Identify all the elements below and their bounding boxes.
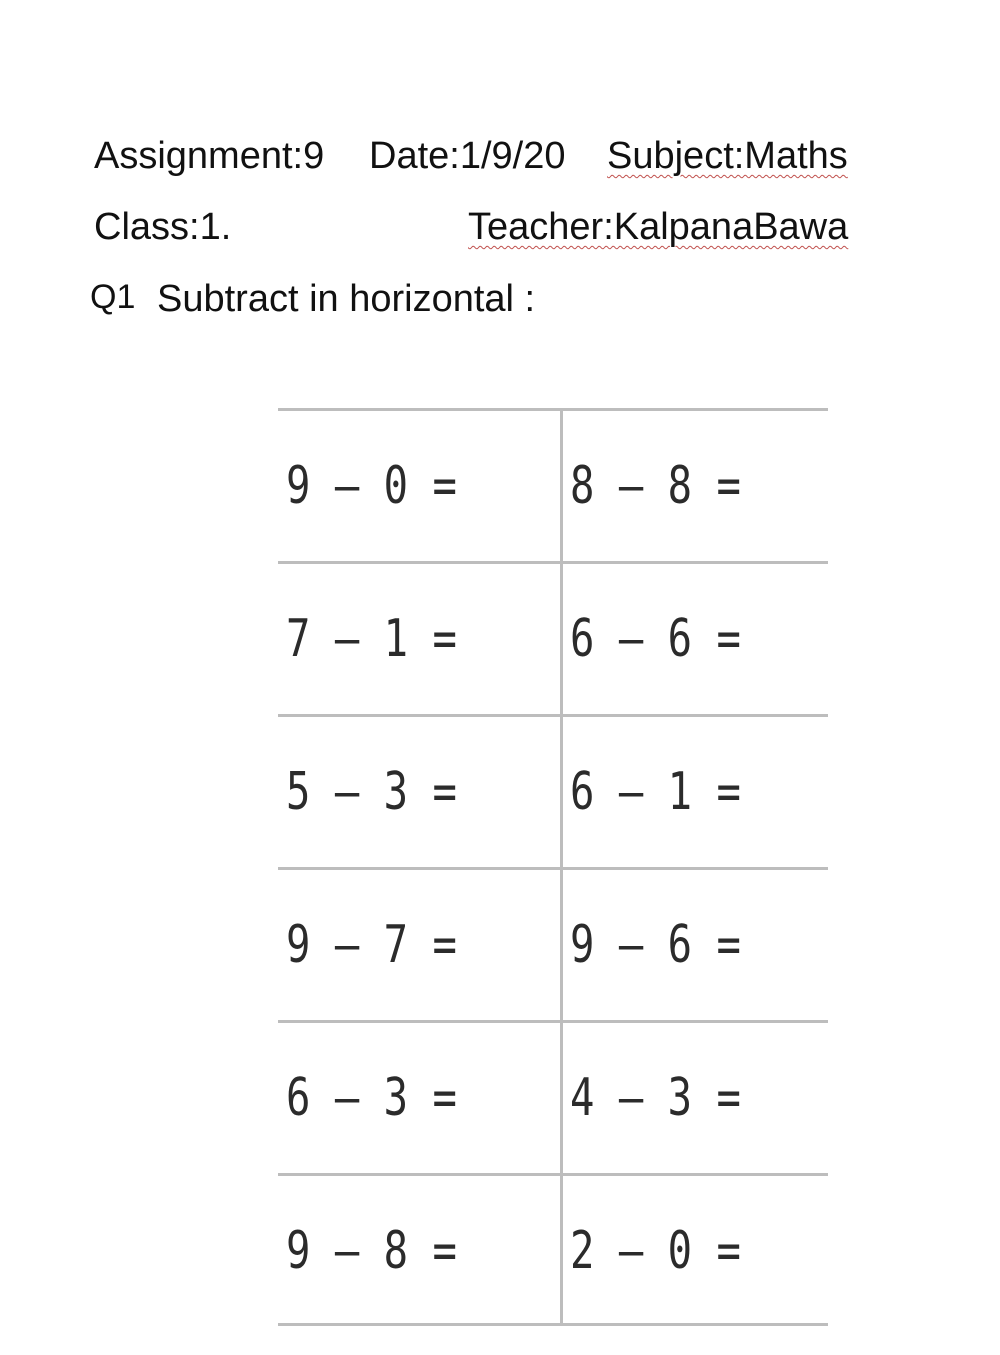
table-column-divider [560, 408, 563, 1326]
question-instruction: Subtract in horizontal : [157, 278, 536, 320]
table-cell: 4 – 3 = [570, 1068, 741, 1128]
subtraction-table [278, 408, 828, 1326]
assignment-date: Date:1/9/20 [369, 135, 566, 177]
table-cell: 6 – 6 = [570, 609, 741, 669]
table-cell: 9 – 6 = [570, 915, 741, 975]
table-cell: 9 – 8 = [286, 1221, 457, 1281]
table-cell: 6 – 3 = [286, 1068, 457, 1128]
question-number: Q1 [90, 278, 136, 316]
class-label: Class:1. [94, 206, 232, 248]
table-cell: 9 – 7 = [286, 915, 457, 975]
table-cell: 5 – 3 = [286, 762, 457, 822]
table-cell: 8 – 8 = [570, 456, 741, 516]
table-cell: 2 – 0 = [570, 1221, 741, 1281]
assignment-number: Assignment:9 [94, 135, 325, 177]
table-cell: 6 – 1 = [570, 762, 741, 822]
teacher-name: Teacher:KalpanaBawa [468, 206, 849, 248]
subject-label: Subject:Maths [607, 135, 848, 177]
table-cell: 9 – 0 = [286, 456, 457, 516]
table-cell: 7 – 1 = [286, 609, 457, 669]
